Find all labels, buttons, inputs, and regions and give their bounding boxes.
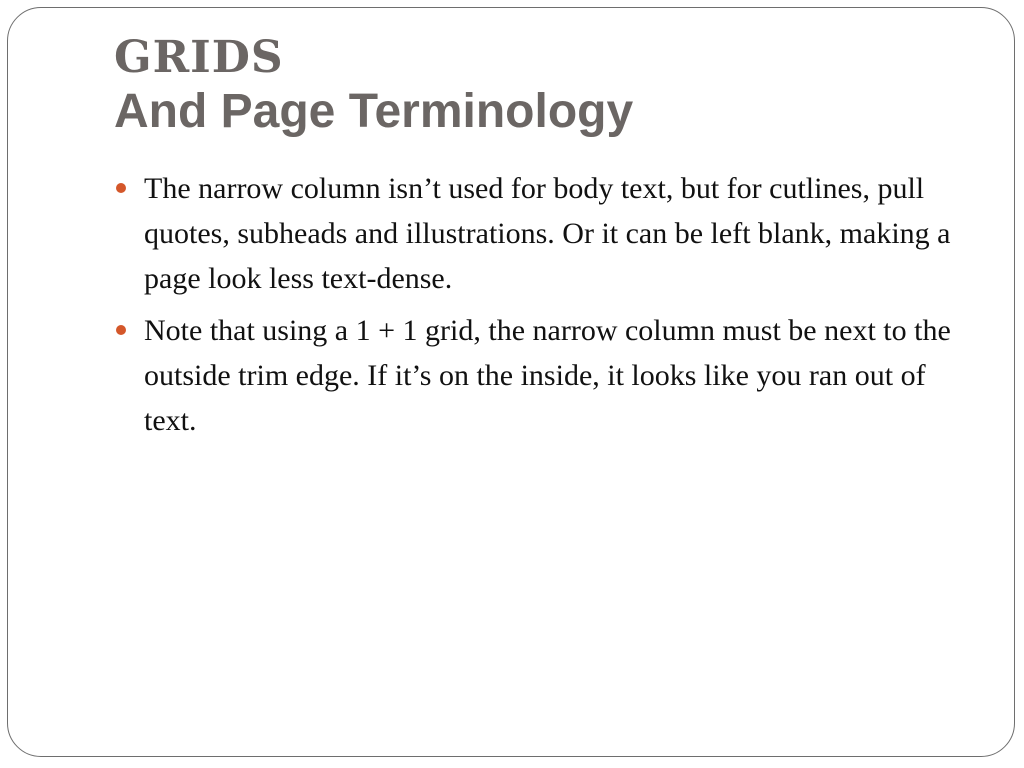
bullet-dot-icon: [116, 183, 126, 193]
bullet-text: Note that using a 1 + 1 grid, the narrow column must be next to the outside trim edge. If it’s on the inside, it looks like you ran out of text.: [144, 314, 951, 437]
list-item: [116, 308, 966, 443]
slide-subtitle: And Page Terminology: [114, 85, 634, 138]
slide-title: GRIDS: [114, 32, 284, 83]
bullet-text: The narrow column isn’t used for body text, but for cutlines, pull quotes, subheads and illustrations. Or it can be left blank, making a page look less text-dense.: [144, 172, 951, 295]
bullet-dot-icon: [116, 325, 126, 335]
bullet-list: [116, 166, 966, 450]
title-block: [114, 30, 633, 142]
list-item: [116, 166, 966, 301]
